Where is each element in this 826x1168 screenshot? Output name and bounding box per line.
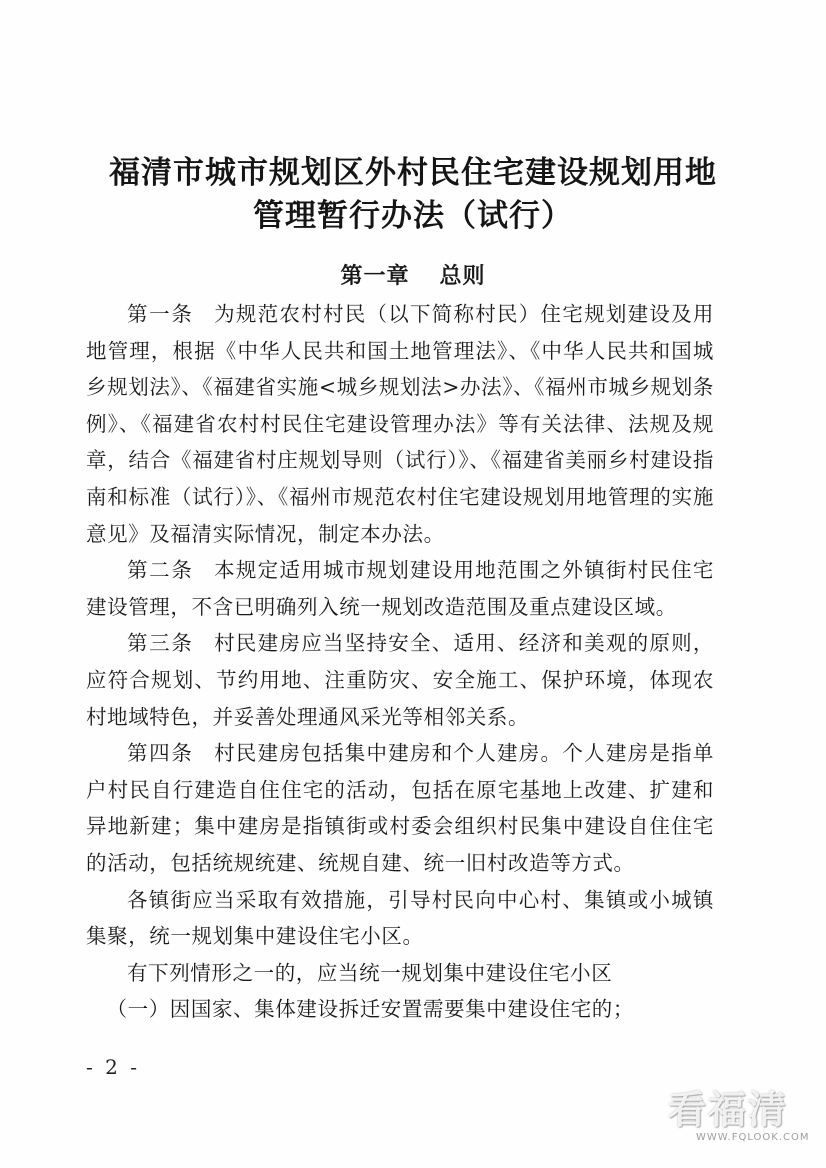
article-2-head: 第二条: [127, 558, 194, 583]
cases-intro-paragraph: 有下列情形之一的，应当统一规划集中建设住宅小区: [127, 960, 613, 985]
chapter-name: 总则: [439, 263, 486, 289]
article-4: [86, 735, 714, 881]
article-3-text: 村民建房应当坚持安全、适用、经济和美观的原则，应符合规划、节约用地、注重防灾、安全施工、保护环境，体现农村地域特色，并妥善处理通风采光等相邻关系。: [86, 631, 714, 729]
chapter-heading: [0, 259, 826, 290]
document-body: [86, 296, 714, 1028]
document-title-line-1: 福清市城市规划区外村民住宅建设规划用地: [109, 155, 717, 191]
article-1: [86, 296, 714, 552]
article-3-head: 第三条: [127, 631, 194, 656]
article-2: [86, 552, 714, 625]
article-2-text: 本规定适用城市规划建设用地范围之外镇街村民住宅建设管理，不含已明确列入统一规划改造范围及重点建设区域。: [86, 558, 714, 619]
article-4-text: 村民建房包括集中建房和个人建房。个人建房是指单户村民自行建造自住住宅的活动，包括在原宅基地上改建、扩建和异地新建；集中建房是指镇街或村委会组织村民集中建设自住住宅的活动，包括统规统建、统规自建、统一旧村改造等方式。: [86, 741, 714, 875]
article-1-text: 为规范农村村民（以下简称村民）住宅规划建设及用地管理，根据《中华人民共和国土地管理法》、《中华人民共和国城乡规划法》、《福建省实施<城乡规划法>办法》、《福州市城乡规划条例》、《福建省农村村民住宅建设管理办法》等有关法律、法规及规章，结合《福建省村庄规划导则（试行）》、《福建省美丽乡村建设指南和标准（试行）》、《福州市规范农村住宅建设规划用地管理的实施意见》及福清实际情况，制定本办法。: [86, 302, 714, 546]
article-1-head: 第一条: [127, 302, 194, 326]
article-3: [86, 625, 714, 735]
page-number: - 2 -: [86, 1055, 140, 1079]
watermark-logo-text: 看福清: [668, 1088, 789, 1132]
site-watermark: [668, 1088, 808, 1150]
case-item-1: （一）因国家、集体建设拆迁安置需要集中建设住宅的；: [106, 997, 634, 1022]
chapter-number: 第一章: [340, 263, 410, 289]
document-title-line-2: 管理暂行办法（试行）: [253, 198, 573, 234]
guidance-paragraph: 各镇街应当采取有效措施，引导村民向中心村、集镇或小城镇集聚，统一规划集中建设住宅小区。: [86, 887, 714, 949]
watermark-url: WWW.FQLOOK.COM: [696, 1132, 810, 1143]
article-4-head: 第四条: [127, 741, 194, 766]
